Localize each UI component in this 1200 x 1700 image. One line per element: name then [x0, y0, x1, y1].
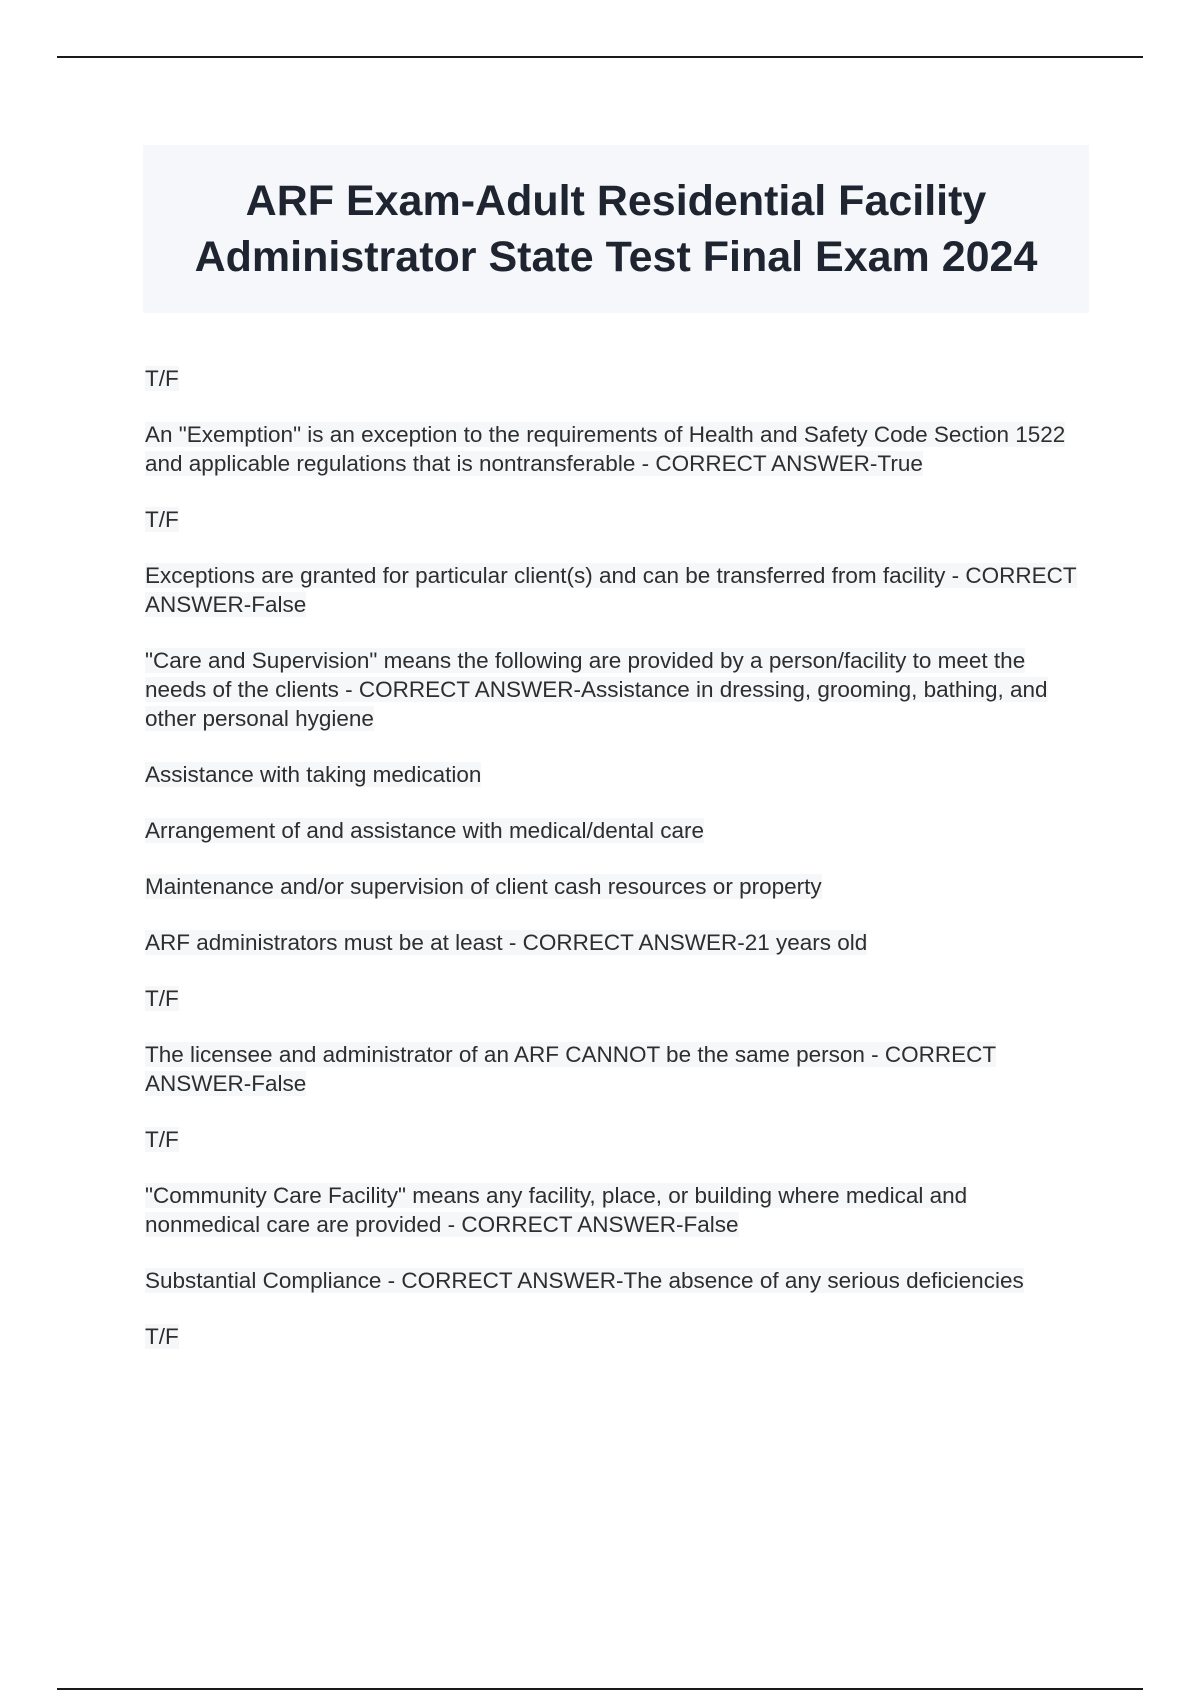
- top-rule: [57, 56, 1143, 58]
- paragraph-list-item: Assistance with taking medication: [145, 762, 482, 787]
- paragraph-tf: T/F: [145, 986, 179, 1011]
- paragraph-list-item: Maintenance and/or supervision of client cash resources or property: [145, 874, 822, 899]
- document-body: [145, 364, 1085, 1378]
- bottom-rule: [57, 1688, 1143, 1690]
- paragraph-tf: T/F: [145, 1324, 179, 1349]
- paragraph-question: ARF administrators must be at least - CORRECT ANSWER-21 years old: [145, 930, 868, 955]
- paragraph-question: "Care and Supervision" means the following are provided by a person/facility to meet the needs of the clients - CORRECT ANSWER-Assistance in dressing, grooming, bathing, and other personal hygiene: [145, 648, 1048, 731]
- title-banner: [143, 145, 1089, 313]
- paragraph-tf: T/F: [145, 507, 179, 532]
- paragraph-tf: T/F: [145, 1127, 179, 1152]
- paragraph-tf: T/F: [145, 366, 179, 391]
- paragraph-question: Exceptions are granted for particular client(s) and can be transferred from facility - CORRECT ANSWER-False: [145, 563, 1077, 617]
- paragraph-question: The licensee and administrator of an ARF CANNOT be the same person - CORRECT ANSWER-False: [145, 1042, 997, 1096]
- paragraph-question: Substantial Compliance - CORRECT ANSWER-The absence of any serious deficiencies: [145, 1268, 1024, 1293]
- document-title: ARF Exam-Adult Residential Facility Administrator State Test Final Exam 2024: [194, 177, 1038, 281]
- paragraph-question: "Community Care Facility" means any facility, place, or building where medical and nonmedical care are provided - CORRECT ANSWER-False: [145, 1183, 968, 1237]
- paragraph-list-item: Arrangement of and assistance with medical/dental care: [145, 818, 705, 843]
- paragraph-question: An "Exemption" is an exception to the requirements of Health and Safety Code Section 1522 and applicable regulations that is nontransferable - CORRECT ANSWER-True: [145, 422, 1066, 476]
